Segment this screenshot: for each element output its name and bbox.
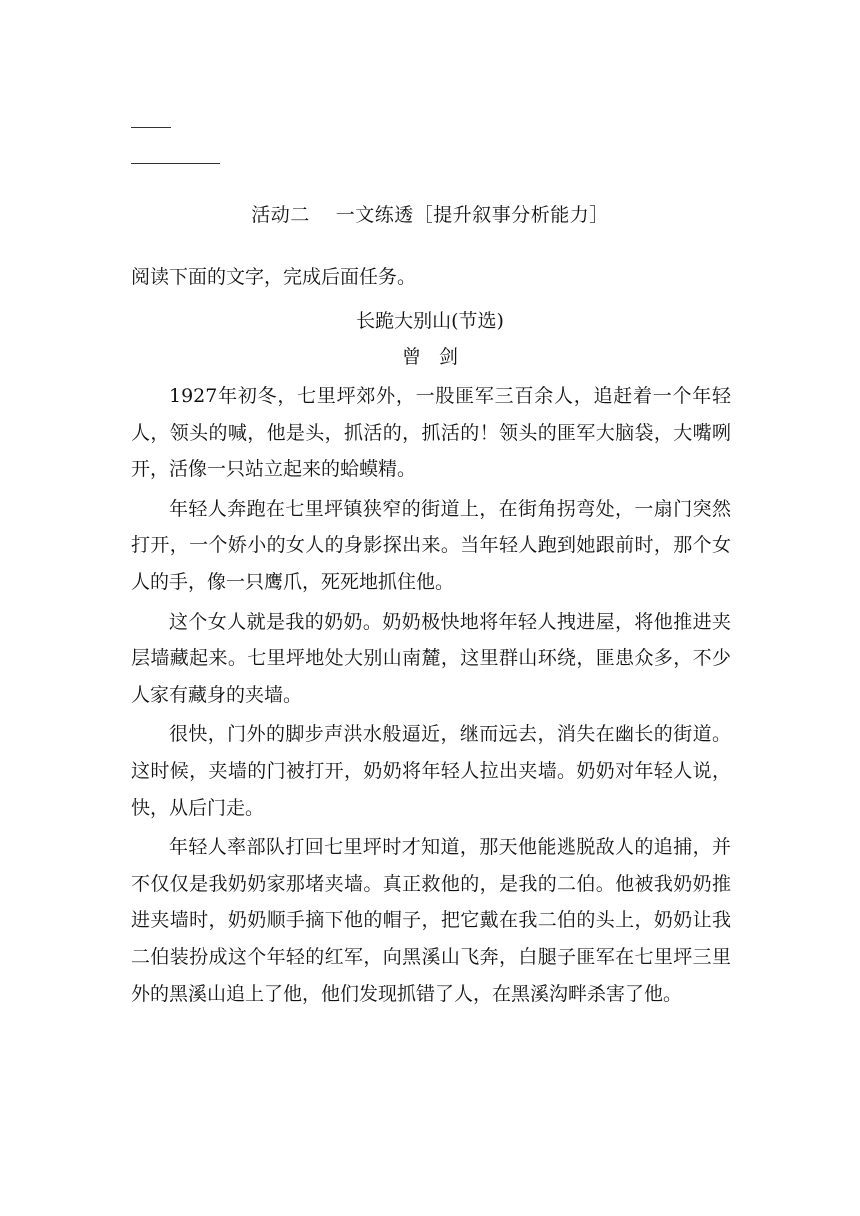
answer-blank-line	[131, 163, 220, 164]
article-paragraph: 年轻人奔跑在七里坪镇狭窄的街道上，在街角拐弯处，一扇门突然打开，一个娇小的女人的身影探出来。当年轻人跑到她跟前时，那个女人的手，像一只鹰爪，死死地抓住他。	[131, 497, 731, 593]
article-author: 曾剑	[401, 346, 476, 368]
activity-heading	[0, 200, 860, 227]
article-paragraph: 这个女人就是我的奶奶。奶奶极快地将年轻人拽进屋，将他推进夹层墙藏起来。七里坪地处大别山南麓，这里群山环绕，匪患众多，不少人家有藏身的夹墙。	[131, 610, 731, 706]
article-paragraph: 1927年初冬，七里坪郊外，一股匪军三百余人，追赶着一个年轻人，领头的喊，他是头，抓活的，抓活的！领头的匪军大脑袋，大嘴咧开，活像一只站立起来的蛤蟆精。	[131, 385, 731, 481]
activity-label: 活动二	[251, 204, 310, 226]
task-instruction: 阅读下面的文字，完成后面任务。	[131, 266, 417, 288]
article-title: 长跪大别山(节选)	[356, 310, 504, 332]
article-body	[131, 378, 731, 1015]
answer-blank-line	[131, 127, 171, 128]
article-paragraph: 年轻人率部队打回七里坪时才知道，那天他能逃脱敌人的追捕，并不仅仅是我奶奶家那堵夹墙。真正救他的，是我的二伯。他被我奶奶推进夹墙时，奶奶顺手摘下他的帽子，把它戴在我二伯的头上，奶奶让我二伯装扮成这个年轻的红军，向黑溪山飞奔，白腿子匪军在七里坪三里外的黑溪山追上了他，他们发现抓错了人，在黑溪沟畔杀害了他。	[131, 836, 731, 1005]
activity-title: 一文练透［提升叙事分析能力］	[335, 204, 609, 226]
article-paragraph: 很快，门外的脚步声洪水般逼近，继而远去，消失在幽长的街道。这时候，夹墙的门被打开，奶奶将年轻人拉出夹墙。奶奶对年轻人说，快，从后门走。	[131, 723, 731, 819]
